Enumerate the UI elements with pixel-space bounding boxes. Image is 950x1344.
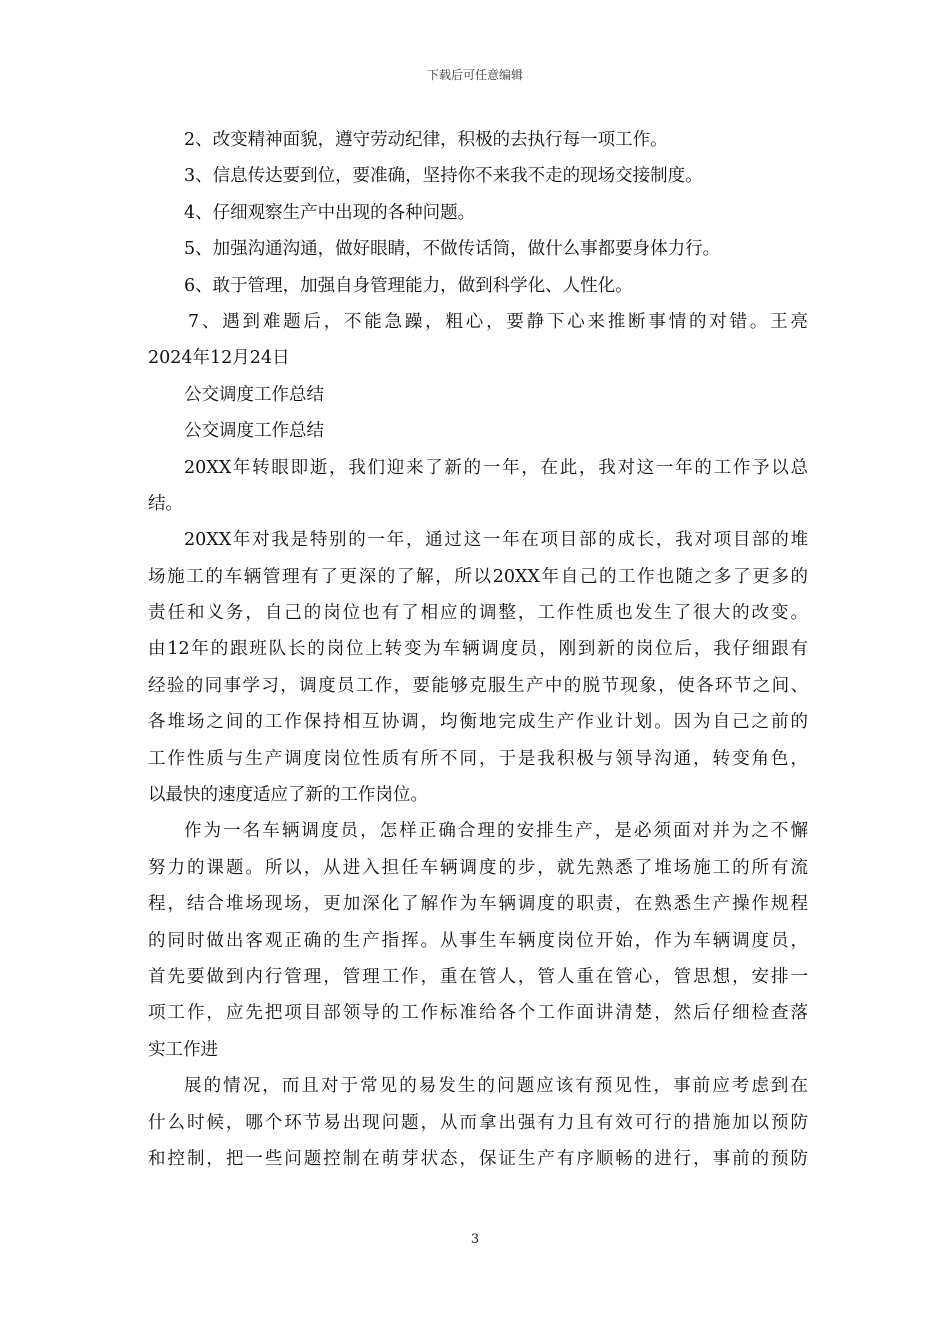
text-line: 作为一名车辆调度员，怎样正确合理的安排生产，是必须面对并为之不懈 <box>184 821 808 842</box>
text-line: 各堆场之间的工作保持相互协调，均衡地完成生产作业计划。因为自己之前的 <box>148 712 808 733</box>
text-line: 场施工的车辆管理有了更深的了解，所以20XX年自己的工作也随之多了更多的 <box>148 566 808 587</box>
section-title: 公交调度工作总结 <box>184 384 324 405</box>
text-line: 3、信息传达要到位，要准确，坚持你不来我不走的现场交接制度。 <box>184 166 703 187</box>
text-line: 5、加强沟通沟通，做好眼睛，不做传话筒，做什么事都要身体力行。 <box>184 239 721 260</box>
text-line: 责任和义务，自己的岗位也有了相应的调整，工作性质也发生了很大的改变。 <box>148 603 808 624</box>
text-line: 20XX年对我是特别的一年，通过这一年在项目部的成长，我对项目部的堆 <box>184 530 808 551</box>
page-header: 下载后可任意编辑 <box>426 68 523 82</box>
text-line: 工作性质与生产调度岗位性质有所不同，于是我积极与领导沟通，转变角色， <box>148 748 808 769</box>
text-line: 首先要做到内行管理，管理工作，重在管人，管人重在管心，管思想，安排一 <box>148 966 808 987</box>
text-line: 和控制，把一些问题控制在萌芽状态，保证生产有序顺畅的进行，事前的预防 <box>148 1148 808 1169</box>
text-line: 程，结合堆场现场，更加深化了解作为车辆调度的职责，在熟悉生产操作规程 <box>148 894 808 915</box>
text-line: 项工作，应先把项目部领导的工作标准给各个工作面讲清楚，然后仔细检查落 <box>148 1003 808 1024</box>
text-line: 由12年的跟班队长的岗位上转变为车辆调度员，刚到新的岗位后，我仔细跟有 <box>148 639 808 660</box>
section-title: 公交调度工作总结 <box>184 421 324 442</box>
text-line: 的同时做出客观正确的生产指挥。从事生车辆度岗位开始，作为车辆调度员， <box>148 930 808 951</box>
text-line: 展的情况，而且对于常见的易发生的问题应该有预见性，事前应考虑到在 <box>184 1076 808 1097</box>
text-line: 以最快的速度适应了新的工作岗位。 <box>148 785 428 806</box>
text-line: 努力的课题。所以，从进入担任车辆调度的步，就先熟悉了堆场施工的所有流 <box>148 857 808 878</box>
text-line: 结。 <box>148 493 183 514</box>
text-line: 7、遇到难题后，不能急躁，粗心，要静下心来推断事情的对错。王亮 <box>188 311 808 332</box>
text-line: 20XX年转眼即逝，我们迎来了新的一年，在此，我对这一年的工作予以总 <box>184 457 808 478</box>
text-line: 经验的同事学习，调度员工作，要能够克服生产中的脱节现象，使各环节之间、 <box>148 675 808 696</box>
text-line: 4、仔细观察生产中出现的各种问题。 <box>184 202 476 223</box>
text-line: 6、敢于管理，加强自身管理能力，做到科学化、人性化。 <box>184 275 633 296</box>
page-number: 3 <box>470 1232 480 1247</box>
document-body <box>148 122 808 1177</box>
text-line: 什么时候，哪个环节易出现问题，从而拿出强有力且有效可行的措施加以预防 <box>148 1112 808 1133</box>
text-line: 实工作进 <box>148 1039 218 1060</box>
text-line: 2、改变精神面貌，遵守劳动纪律，积极的去执行每一项工作。 <box>184 130 668 150</box>
text-line: 2024年12月24日 <box>148 348 290 369</box>
